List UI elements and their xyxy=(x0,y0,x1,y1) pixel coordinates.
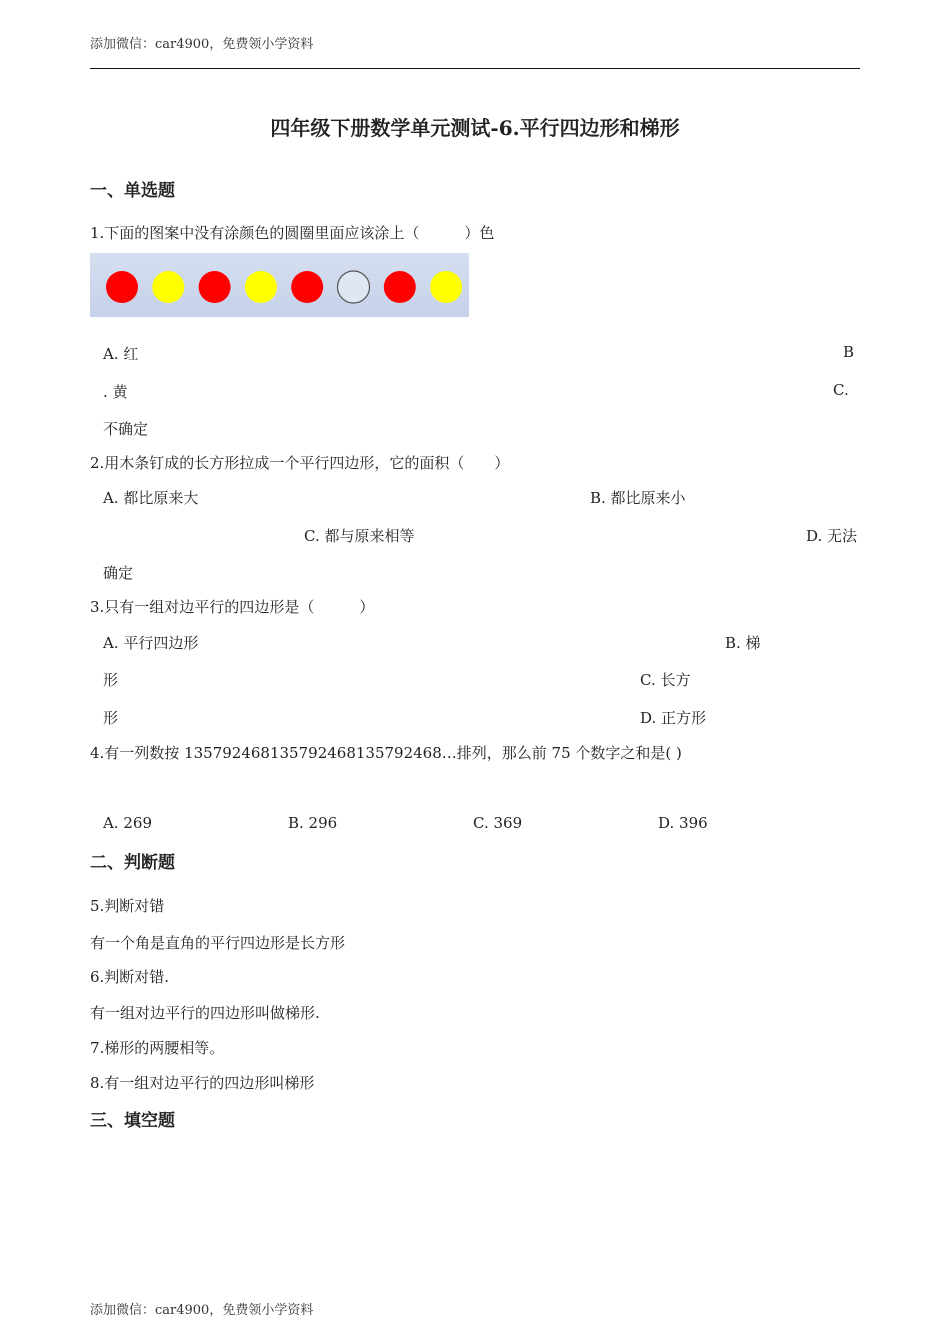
q4-option-a[interactable]: A. 269 xyxy=(103,814,152,832)
q3-option-d[interactable]: D. 正方形 xyxy=(640,709,707,727)
q3-option-b-label[interactable]: B. 梯 xyxy=(725,634,761,652)
yellow-circle xyxy=(430,271,462,303)
section-heading-fill-blank: 三、填空题 xyxy=(90,1111,175,1131)
question-5: 5.判断对错 xyxy=(90,897,165,915)
q3-option-a[interactable]: A. 平行四边形 xyxy=(103,634,199,652)
page-title: 四年级下册数学单元测试-6.平行四边形和梯形 xyxy=(270,116,680,140)
yellow-circle xyxy=(152,271,184,303)
question-5-statement: 有一个角是直角的平行四边形是长方形 xyxy=(90,934,346,952)
q2-option-a[interactable]: A. 都比原来大 xyxy=(103,489,199,507)
red-circle xyxy=(291,271,323,303)
q2-option-d-label[interactable]: D. 无法 xyxy=(806,527,858,545)
q3-option-b-text[interactable]: 形 xyxy=(103,671,119,689)
q1-option-c-text[interactable]: 不确定 xyxy=(103,420,149,438)
question-7: 7.梯形的两腰相等。 xyxy=(90,1039,225,1057)
section-heading-true-false: 二、判断题 xyxy=(90,853,175,873)
q4-option-c[interactable]: C. 369 xyxy=(473,814,523,832)
page-footer: 添加微信：car4900，免费领小学资料 xyxy=(90,1303,314,1318)
question-6-statement: 有一组对边平行的四边形叫做梯形. xyxy=(90,1004,320,1022)
q2-option-c[interactable]: C. 都与原来相等 xyxy=(304,527,415,545)
q1-option-b-text[interactable]: . 黄 xyxy=(103,383,128,401)
header-rule xyxy=(90,68,860,69)
q2-option-b[interactable]: B. 都比原来小 xyxy=(590,489,686,507)
empty-circle xyxy=(338,271,370,303)
red-circle xyxy=(384,271,416,303)
q1-option-a[interactable]: A. 红 xyxy=(103,345,139,363)
q1-option-c-label[interactable]: C. xyxy=(833,381,849,399)
yellow-circle xyxy=(245,271,277,303)
red-circle xyxy=(106,271,138,303)
page-header: 添加微信：car4900，免费领小学资料 xyxy=(90,37,314,52)
question-4: 4.有一列数按 135792468135792468135792468…排列，那么前 75 个数字之和是( ) xyxy=(90,744,682,762)
q3-option-c-label[interactable]: C. 长方 xyxy=(640,671,691,689)
question-1: 1.下面的图案中没有涂颜色的圆圈里面应该涂上（ ）色 xyxy=(90,224,495,242)
section-heading-single-choice: 一、单选题 xyxy=(90,181,175,201)
q1-option-b-label[interactable]: B xyxy=(843,343,855,361)
question-8: 8.有一组对边平行的四边形叫梯形 xyxy=(90,1074,315,1092)
question-3: 3.只有一组对边平行的四边形是（ ） xyxy=(90,598,375,616)
question-6: 6.判断对错. xyxy=(90,968,170,986)
q2-option-d-text[interactable]: 确定 xyxy=(103,564,134,582)
circle-pattern-image xyxy=(90,253,469,317)
red-circle xyxy=(199,271,231,303)
q4-option-d[interactable]: D. 396 xyxy=(658,814,708,832)
q3-option-c-text[interactable]: 形 xyxy=(103,709,119,727)
q4-option-b[interactable]: B. 296 xyxy=(288,814,338,832)
question-2: 2.用木条钉成的长方形拉成一个平行四边形，它的面积（ ） xyxy=(90,454,510,472)
circle-pattern xyxy=(90,253,469,317)
